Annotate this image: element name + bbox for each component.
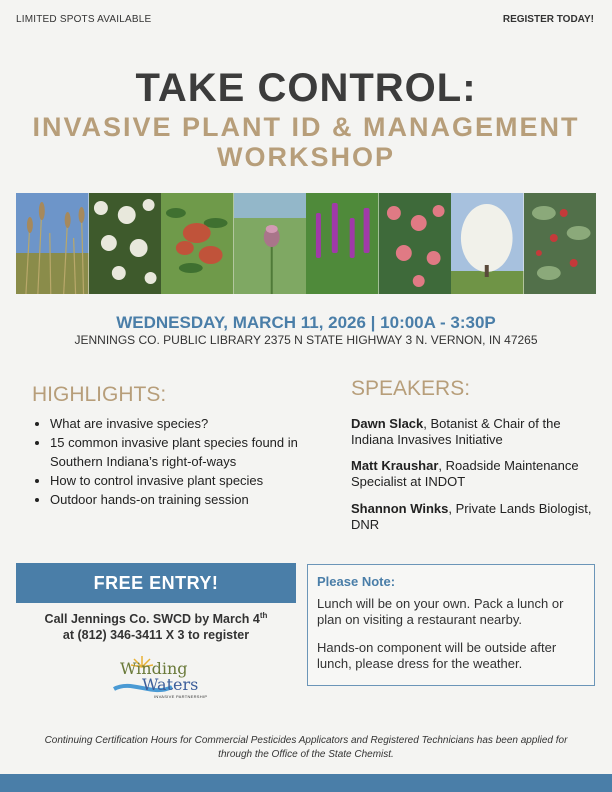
event-date-time: WEDNESDAY, MARCH 11, 2026 | 10:00A - 3:30P: [116, 313, 496, 332]
speaker-role: , Private Lands Biologist, DNR: [351, 501, 592, 532]
note-paragraph-weather: Hands-on component will be outside after lunch, please dress for the weather.: [317, 640, 557, 671]
speaker-name: Dawn Slack: [351, 416, 424, 431]
title-line-2: INVASIVE PLANT ID & MANAGEMENT: [32, 112, 580, 142]
speaker-role: , Roadside Maintenance Specialist at INDOT: [351, 458, 579, 489]
speaker-role: , Botanist & Chair of the Indiana Invasives Initiative: [351, 416, 561, 447]
logo-line-waters: Waters: [142, 675, 199, 694]
list-item: • What are invasive species?: [50, 414, 320, 433]
photo-tree-of-heaven: [161, 193, 234, 294]
photo-bradford-pear: [451, 193, 524, 294]
plant-photo-strip: [16, 193, 596, 294]
bottom-bar: [0, 774, 612, 792]
speakers-heading: SPEAKERS:: [351, 377, 471, 400]
certification-footer: Continuing Certification Hours for Commercial Pesticides Applicators and Registered Technicians has been applied for through the Office of the State Chemist.: [44, 735, 568, 760]
event-venue: JENNINGS CO. PUBLIC LIBRARY 2375 N STATE HIGHWAY 3 N. VERNON, IN 47265: [74, 333, 538, 347]
photo-purple-loosestrife: [306, 193, 379, 294]
logo-line-winding: Winding: [120, 659, 188, 678]
photo-tall-grass: [16, 193, 89, 294]
speaker-entry: [351, 458, 601, 490]
winding-waters-logo: [112, 653, 208, 701]
highlights-heading: HIGHLIGHTS:: [32, 383, 167, 406]
speaker-entry: [351, 501, 601, 533]
call-text: Call Jennings Co. SWCD by March 4: [44, 612, 260, 627]
title-take-control: TAKE CONTROL:: [135, 66, 477, 110]
note-heading: Please Note:: [317, 574, 396, 589]
list-item: • How to control invasive plant species: [50, 471, 320, 490]
photo-mimosa-tree: [379, 193, 452, 294]
logo-line-partnership: INVASIVE PARTNERSHIP: [154, 694, 208, 699]
note-paragraph-lunch: Lunch will be on your own. Pack a lunch or plan on visiting a restaurant nearby.: [317, 596, 564, 627]
title-workshop: [0, 112, 612, 172]
photo-thistle: [234, 193, 307, 294]
photo-berry-shrub: [524, 193, 597, 294]
list-item: • Outdoor hands-on training session: [50, 490, 320, 509]
photo-white-flower-shrub: [89, 193, 162, 294]
limited-spots-label: LIMITED SPOTS AVAILABLE: [16, 14, 152, 25]
please-note-box: [307, 564, 595, 686]
speaker-name: Matt Kraushar: [351, 458, 439, 473]
highlights-list: [34, 414, 320, 509]
speaker-name: Shannon Winks: [351, 501, 449, 516]
free-entry-banner: FREE ENTRY!: [16, 563, 296, 603]
speaker-entry: [351, 416, 601, 448]
registration-call: [16, 608, 296, 643]
register-today-label: REGISTER TODAY!: [502, 14, 594, 25]
call-superscript: th: [259, 611, 268, 620]
title-line-3: WORKSHOP: [217, 142, 395, 172]
list-item: • 15 common invasive plant species found in Southern Indiana’s right-of-ways: [50, 433, 320, 471]
call-phone: at (812) 346-3411 X 3 to register: [62, 628, 250, 643]
